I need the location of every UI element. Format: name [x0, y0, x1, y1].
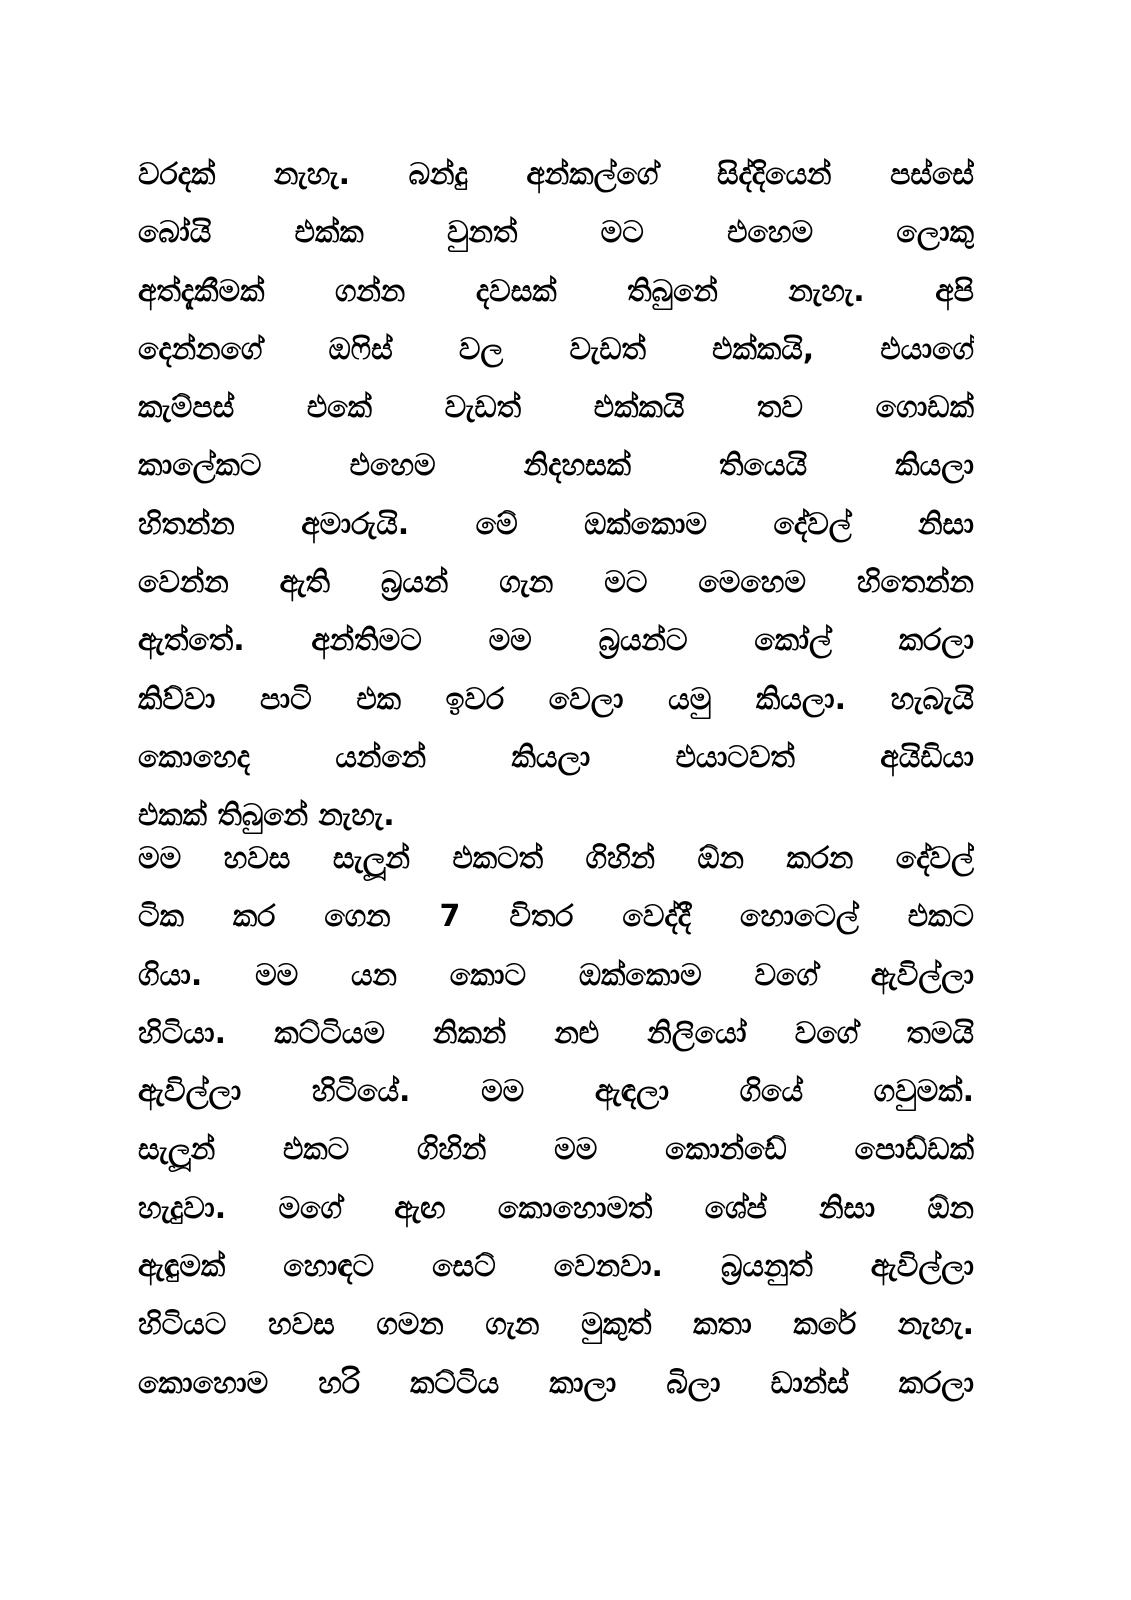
- text-line: ටික කර ගෙන 7 විතර වෙද්දී හොටෙල් එකට: [138, 899, 974, 935]
- text-line: හැදුවා. මගේ ඇඟ කොහොමත් ශේප් නිසා ඕන: [138, 1190, 974, 1226]
- text-line: හිටියා. කට්ටියම නිකන් නළු නිලියෝ වගේ තමයි: [138, 1015, 974, 1051]
- paragraph-1: [138, 146, 974, 846]
- text-line: ඇත්තේ. අන්තිමට මම බ්‍රයන්ට කෝල් කරලා: [138, 623, 974, 659]
- text-line: කැම්පස් එකේ වැඩත් එක්කයි තව ගොඩක්: [138, 390, 974, 426]
- text-line: කොහොම හරි කට්ටිය කාලා බිලා ඩාන්ස් කරලා: [138, 1365, 974, 1401]
- paragraph-2: [138, 830, 974, 1413]
- text-line: එකක් තිබුනේ නැහැ.: [138, 798, 395, 834]
- text-line: කිව්වා පාටි එක ඉවර වෙලා යමු කියලා. හැබැයි: [138, 681, 974, 717]
- text-line: දෙන්නගේ ඔෆිස් වල වැඩත් එක්කයි, එයාගේ: [138, 331, 974, 367]
- text-line: සැලූන් එකට ගිහින් මම කොන්ඩේ පොඩ්ඩක්: [138, 1132, 974, 1168]
- text-line: හිටියට හවස ගමන ගැන මුකුත් කතා කරේ නැහැ.: [138, 1307, 974, 1343]
- text-line: හිතන්න අමාරුයි. මේ ඔක්කොම දේවල් නිසා: [138, 506, 974, 542]
- text-line: ඇවිල්ලා හිටියේ. මම ඇඳලා ගියේ ගවුමක්.: [138, 1074, 974, 1110]
- text-line: ගියා. මම යන කොට ඔක්කොම වගේ ඇවිල්ලා: [138, 957, 974, 993]
- text-line: බෝයි එක්ක වුනත් මට එහෙම ලොකු: [138, 215, 974, 251]
- text-line: අත්දැකීමක් ගන්න දවසක් තිබුනේ නැහැ. අපි: [138, 273, 974, 309]
- text-line: කාලේකට එහෙම නිදහසක් තියෙයි කියලා: [138, 448, 974, 484]
- text-line: වරදක් නැහැ. බන්දු අන්කල්ගේ සිද්දියෙන් පස්සේ: [138, 157, 974, 192]
- text-line: වෙන්න ඇති බ්‍රයන් ගැන මට මෙහෙම හිතෙන්න: [138, 565, 974, 601]
- text-line: කොහෙද යන්නේ කියලා එයාටවත් අයිඩියා: [138, 739, 974, 775]
- text-line: මම හවස සැලූන් එකටත් ගිහින් ඕන කරන දේවල්: [138, 841, 974, 876]
- text-line: ඇඳුමක් හොඳට සෙට් වෙනවා. බ්‍රයනුත් ඇවිල්ලා: [138, 1249, 974, 1285]
